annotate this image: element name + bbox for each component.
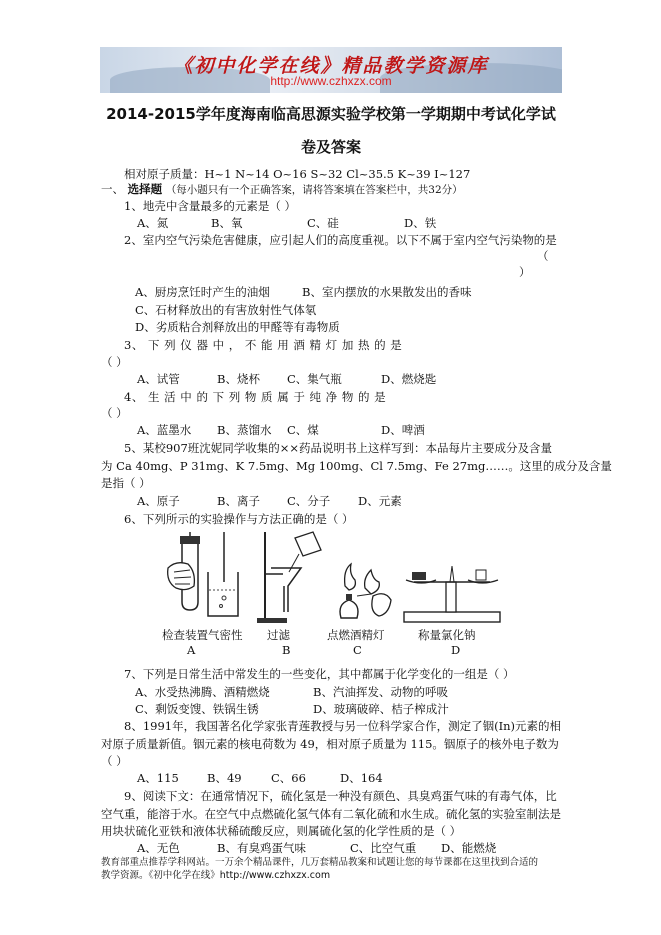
q2-option-b[interactable]: B、室内摆放的水果散发出的香味 <box>302 285 472 299</box>
q8-paren: （ ） <box>101 754 128 768</box>
q4-paren: （ ） <box>101 406 128 420</box>
q4-option-d[interactable]: D、啤酒 <box>381 423 425 437</box>
q2-paren-open: （ <box>537 249 549 263</box>
q1-stem: 1、地壳中含量最多的元素是（ ） <box>124 199 296 213</box>
q9-option-b[interactable]: B、有臭鸡蛋气味 <box>217 841 306 855</box>
q1-option-b[interactable]: B、氧 <box>211 216 243 230</box>
q3-stem: 3、 下 列 仪 器 中 ， 不 能 用 酒 精 灯 加 热 的 是 <box>124 338 403 352</box>
q5-line3: 是指（ ） <box>101 476 151 490</box>
section-note: （每小题只有一个正确答案，请将答案填在答案栏中，共32分） <box>165 184 463 196</box>
figure-c-letter[interactable]: C <box>353 643 362 657</box>
figure-b-label: 过滤 <box>267 628 290 642</box>
q2-option-d[interactable]: D、劣质粘合剂释放出的甲醛等有毒物质 <box>135 320 340 334</box>
q5-option-b[interactable]: B、离子 <box>217 494 260 508</box>
q3-option-d[interactable]: D、燃烧匙 <box>381 372 437 386</box>
q8-line2: 对原子质量新值。铟元素的核电荷数为 49，相对原子质量为 115。铟原子的核外电子数为 <box>101 737 559 751</box>
section-prefix: 一、 <box>101 182 124 196</box>
q9-option-d[interactable]: D、能燃烧 <box>441 841 497 855</box>
q9-line1: 9、阅读下文：在通常情况下，硫化氢是一种没有颜色、具臭鸡蛋气味的有毒气体，比 <box>124 789 557 803</box>
page-title: 2014-2015学年度海南临高思源实验学校第一学期期中考试化学试 <box>106 105 556 123</box>
q2-stem: 2、室内空气污染危害健康，应引起人们的高度重视。以下不属于室内空气污染物的是 <box>124 233 557 247</box>
q4-option-b[interactable]: B、蒸馏水 <box>217 423 272 437</box>
footer-line2[interactable]: 教学资源。《初中化学在线》http://www.czhxzx.com <box>101 870 331 881</box>
q3-option-b[interactable]: B、烧杯 <box>217 372 260 386</box>
q9-option-c[interactable]: C、比空气重 <box>350 841 417 855</box>
q1-option-d[interactable]: D、铁 <box>404 216 437 230</box>
q4-option-c[interactable]: C、煤 <box>287 423 319 437</box>
section-title: 选择题 <box>127 182 163 196</box>
q7-option-c[interactable]: C、剩饭变馊、铁锅生锈 <box>135 702 259 716</box>
banner-title: 《初中化学在线》精品教学资源库 <box>173 55 489 77</box>
q8-option-c[interactable]: C、66 <box>271 771 306 785</box>
q3-option-a[interactable]: A、试管 <box>137 372 180 386</box>
atomic-masses: 相对原子质量：H~1 N~14 O~16 S~32 Cl~35.5 K~39 I~127 <box>124 167 471 181</box>
q5-option-c[interactable]: C、分子 <box>287 494 331 508</box>
q9-line2: 空气重，能溶于水。在空气中点燃硫化氢气体有二氧化硫和水生成。硫化氢的实验室制法是 <box>101 807 561 821</box>
header-banner <box>100 47 562 93</box>
q9-line3: 用块状硫化亚铁和液体状稀硫酸反应，则属硫化氢的化学性质的是（ ） <box>101 824 462 838</box>
q5-line2: 为 Ca 40mg、P 31mg、K 7.5mg、Mg 100mg、Cl 7.5mg、Fe 27mg……。这里的成分及含量 <box>101 459 612 473</box>
figure-a-label: 检查装置气密性 <box>162 628 243 642</box>
q3-option-c[interactable]: C、集气瓶 <box>287 372 342 386</box>
section-heading <box>101 182 463 197</box>
q3-paren: （ ） <box>101 355 128 369</box>
q9-option-a[interactable]: A、无色 <box>137 841 180 855</box>
q4-option-a[interactable]: A、蓝墨水 <box>137 423 192 437</box>
banner-url[interactable]: http://www.czhxzx.com <box>270 74 392 88</box>
q8-option-d[interactable]: D、164 <box>340 771 383 785</box>
q2-option-c[interactable]: C、石材释放出的有害放射性气体氡 <box>135 303 317 317</box>
figure-d-label: 称量氯化钠 <box>418 628 476 642</box>
figure-d-letter[interactable]: D <box>451 643 461 657</box>
page-title-line2: 卷及答案 <box>300 138 361 156</box>
q8-option-a[interactable]: A、115 <box>137 771 179 785</box>
q4-stem: 4、 生 活 中 的 下 列 物 质 属 于 纯 净 物 的 是 <box>124 390 387 404</box>
figure-c-lamp <box>335 560 395 626</box>
q1-option-a[interactable]: A、氮 <box>137 216 169 230</box>
q7-option-d[interactable]: D、玻璃破碎、桔子榨成汁 <box>313 702 449 716</box>
q5-option-d[interactable]: D、元素 <box>358 494 402 508</box>
q5-option-a[interactable]: A、原子 <box>137 494 180 508</box>
footer-line1: 教育部重点推荐学科网站。一万余个精品课件，几万套精品教案和试题让您的每节课都在这里找到合适的 <box>101 857 539 868</box>
q5-line1: 5、某校907班沈妮同学收集的××药品说明书上这样写到：本品每片主要成分及含量 <box>124 441 553 455</box>
q7-option-b[interactable]: B、汽油挥发、动物的呼吸 <box>313 685 448 699</box>
q8-line1: 8、1991年，我国著名化学家张青莲教授与另一位科学家合作，测定了铟(In)元素的相 <box>124 719 562 733</box>
figure-c-label: 点燃酒精灯 <box>327 628 385 642</box>
figure-a-letter[interactable]: A <box>187 643 196 657</box>
figure-a-airtightness <box>160 532 240 624</box>
q7-option-a[interactable]: A、水受热沸腾、酒精燃烧 <box>135 685 270 699</box>
q6-stem: 6、下列所示的实验操作与方法正确的是（ ） <box>124 512 354 526</box>
q2-option-a[interactable]: A、厨房烹饪时产生的油烟 <box>135 285 270 299</box>
figure-b-filtration <box>255 528 325 626</box>
figure-d-balance <box>400 560 504 626</box>
q8-option-b[interactable]: B、49 <box>207 771 242 785</box>
q1-option-c[interactable]: C、硅 <box>307 216 339 230</box>
q7-stem: 7、下列是日常生活中常发生的一些变化，其中都属于化学变化的一组是（ ） <box>124 667 515 681</box>
q2-paren-close: ） <box>519 265 531 279</box>
figure-b-letter[interactable]: B <box>282 643 291 657</box>
